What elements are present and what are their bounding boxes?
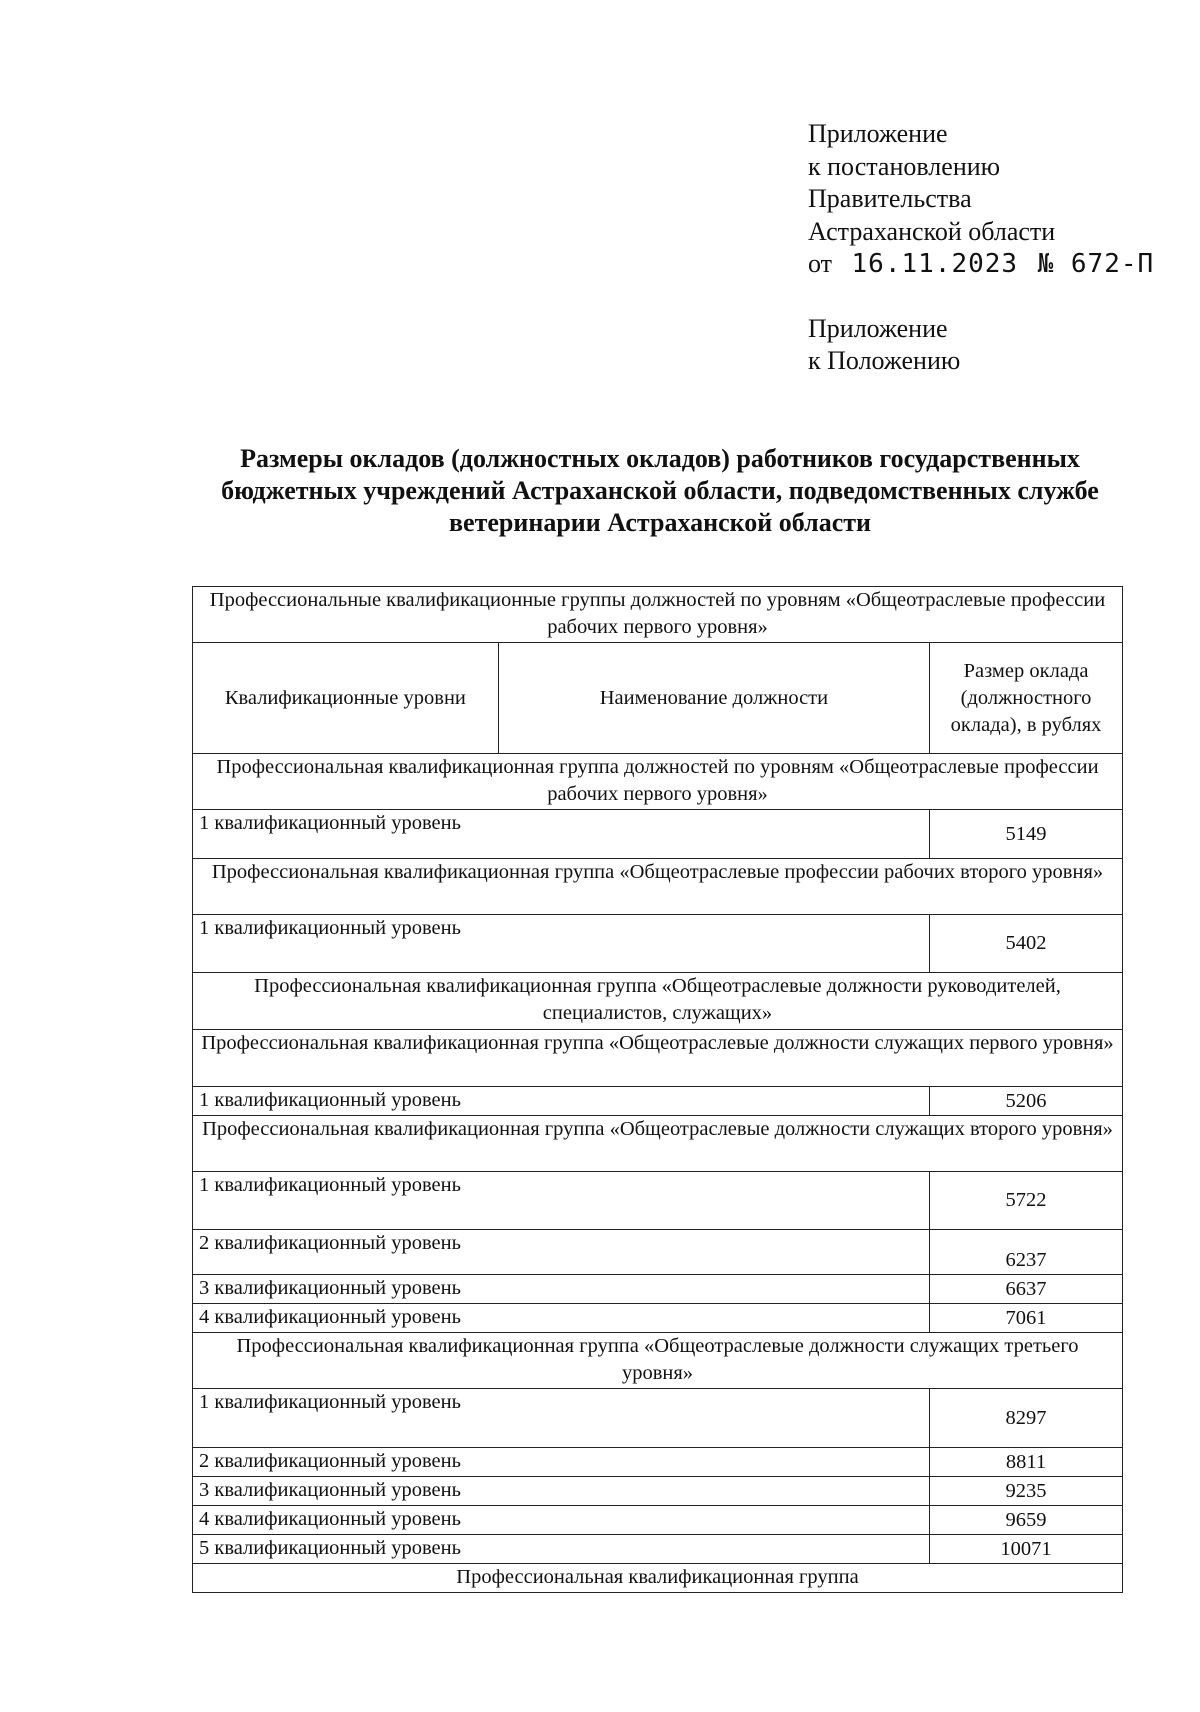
salary-table [192, 586, 1123, 1593]
col-header-name: Наименование должности [498, 643, 929, 754]
group-heading: Профессиональная квалификационная группа должностей по уровням «Общеотраслевые профессии рабочих первого уровня» [193, 754, 1123, 810]
decree-date: 16.11.2023 [851, 249, 1019, 279]
decree-date-line [808, 248, 1154, 281]
salary-cell: 5149 [930, 810, 1123, 859]
group-heading: Профессиональная квалификационная группа «Общеотраслевые должности руководителей, специалистов, служащих» [193, 973, 1123, 1030]
group-heading-row [193, 754, 1123, 810]
salary-cell: 9235 [930, 1477, 1123, 1506]
group-heading: Профессиональная квалификационная группа «Общеотраслевые должности служащих второго уровня» [193, 1116, 1123, 1172]
table-row [193, 1448, 1123, 1477]
level-cell: 2 квалификационный уровень [193, 1230, 930, 1275]
group-heading: Профессиональная квалификационная группа [193, 1564, 1123, 1593]
salary-cell: 5722 [930, 1172, 1123, 1230]
level-cell: 2 квалификационный уровень [193, 1448, 930, 1477]
top-header-cell: Профессиональные квалификационные группы должностей по уровням «Общеотраслевые профессии рабочих первого уровня» [193, 587, 1123, 643]
group-heading-row [193, 1116, 1123, 1172]
group-heading: Профессиональная квалификационная группа «Общеотраслевые должности служащих первого уровня» [193, 1030, 1123, 1087]
level-cell: 1 квалификационный уровень [193, 915, 930, 973]
level-cell: 1 квалификационный уровень [193, 1389, 930, 1448]
col-header-salary: Размер оклада (должностного оклада), в рублях [930, 643, 1123, 754]
table-row [193, 915, 1123, 973]
group-heading: Профессиональная квалификационная группа «Общеотраслевые должности служащих третьего уровня» [193, 1333, 1123, 1389]
level-cell: 3 квалификационный уровень [193, 1275, 930, 1304]
table-row [193, 1230, 1123, 1275]
annex-spacer [808, 281, 1154, 313]
annex2-line: к Положению [808, 346, 961, 375]
level-cell: 5 квалификационный уровень [193, 1535, 930, 1564]
decree-number: № 672-П [1037, 249, 1155, 279]
salary-cell: 8297 [930, 1389, 1123, 1448]
annex-line: Приложение [808, 119, 948, 148]
date-prefix: от [808, 249, 833, 278]
column-header-row [193, 643, 1123, 754]
table-row [193, 1172, 1123, 1230]
group-heading-row [193, 859, 1123, 915]
group-heading: Профессиональная квалификационная группа «Общеотраслевые профессии рабочих второго уровня» [193, 859, 1123, 915]
salary-cell: 5402 [930, 915, 1123, 973]
salary-cell: 8811 [930, 1448, 1123, 1477]
col-header-level: Квалификационные уровни [193, 643, 499, 754]
salary-cell: 10071 [930, 1535, 1123, 1564]
table-row [193, 1535, 1123, 1564]
level-cell: 4 квалификационный уровень [193, 1304, 930, 1333]
salary-cell: 6637 [930, 1275, 1123, 1304]
document-title: Размеры окладов (должностных окладов) работников государственных бюджетных учреждений Астраханской области, подведомственных службе ветеринарии Астраханской области [221, 444, 1099, 537]
table-row [193, 1477, 1123, 1506]
table-row [193, 810, 1123, 859]
salary-cell: 6237 [930, 1230, 1123, 1275]
level-cell: 1 квалификационный уровень [193, 810, 930, 859]
level-cell: 1 квалификационный уровень [193, 1172, 930, 1230]
annex2-line: Приложение [808, 313, 948, 343]
group-heading-row [193, 1564, 1123, 1593]
table-row [193, 1275, 1123, 1304]
annex-line: Правительства [808, 184, 972, 213]
annex-block [808, 118, 1154, 378]
group-heading-row [193, 1333, 1123, 1389]
salary-cell: 5206 [930, 1087, 1123, 1116]
level-cell: 4 квалификационный уровень [193, 1506, 930, 1535]
salary-cell: 7061 [930, 1304, 1123, 1333]
group-heading-row [193, 973, 1123, 1030]
level-cell: 3 квалификационный уровень [193, 1477, 930, 1506]
annex-line: к постановлению [808, 151, 1001, 181]
table-row [193, 1506, 1123, 1535]
group-heading-row [193, 1030, 1123, 1087]
salary-cell: 9659 [930, 1506, 1123, 1535]
annex-line: Астраханской области [808, 216, 1056, 246]
table-top-header-row [193, 587, 1123, 643]
table-row [193, 1389, 1123, 1448]
table-row [193, 1304, 1123, 1333]
table-row [193, 1087, 1123, 1116]
level-cell: 1 квалификационный уровень [193, 1087, 930, 1116]
